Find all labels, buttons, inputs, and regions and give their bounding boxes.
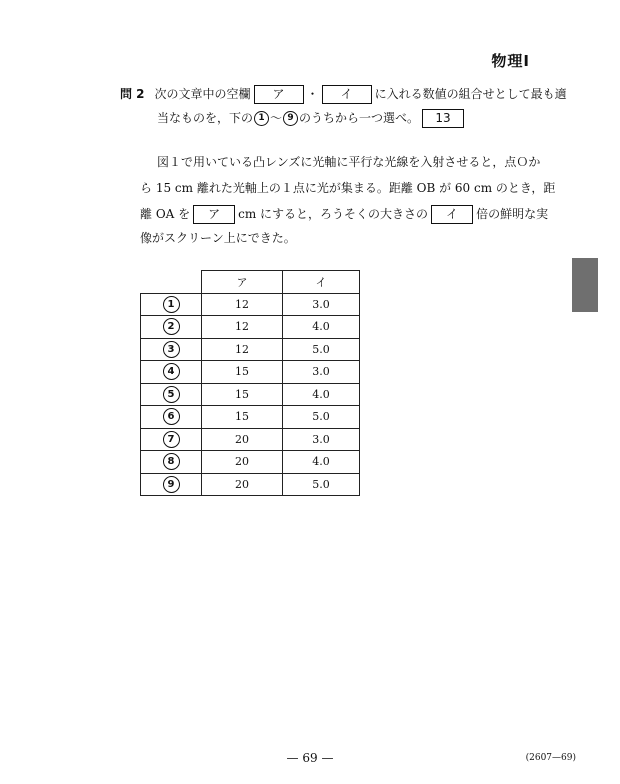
table-row bbox=[141, 361, 360, 384]
table-row bbox=[141, 451, 360, 474]
table-row bbox=[141, 383, 360, 406]
value-i-cell: 4.0 bbox=[283, 383, 360, 406]
option-number-icon: 5 bbox=[163, 386, 180, 403]
value-i-cell: 3.0 bbox=[283, 361, 360, 384]
option-number-icon: 3 bbox=[163, 341, 180, 358]
separator: ・ bbox=[306, 87, 319, 101]
question-label: 問 2 bbox=[120, 87, 145, 101]
table-row bbox=[141, 406, 360, 429]
option-cell bbox=[141, 406, 202, 429]
table-header-row bbox=[141, 271, 360, 294]
value-a-cell: 12 bbox=[202, 338, 283, 361]
passage-line-3 bbox=[140, 202, 548, 226]
blank-a-box: ア bbox=[254, 85, 304, 104]
option-cell bbox=[141, 316, 202, 339]
passage-text-3b: cm にすると，ろうそくの大きさの bbox=[238, 207, 429, 221]
value-i-cell: 5.0 bbox=[283, 406, 360, 429]
question-text-1: 次の文章中の空欄 bbox=[154, 87, 251, 101]
option-cell bbox=[141, 338, 202, 361]
question-text-3: 当なものを，下の bbox=[157, 111, 254, 125]
option-number-icon: 6 bbox=[163, 408, 180, 425]
option-cell bbox=[141, 428, 202, 451]
table-row bbox=[141, 316, 360, 339]
value-i-cell: 3.0 bbox=[283, 428, 360, 451]
question-line-2 bbox=[157, 106, 467, 130]
option-cell bbox=[141, 293, 202, 316]
table-row bbox=[141, 428, 360, 451]
option-number-icon: 1 bbox=[163, 296, 180, 313]
answer-number-box: 13 bbox=[422, 109, 464, 128]
blank-i-box: イ bbox=[322, 85, 372, 104]
option-cell bbox=[141, 361, 202, 384]
option-number-icon: 8 bbox=[163, 453, 180, 470]
value-a-cell: 15 bbox=[202, 406, 283, 429]
passage-blank-a-box: ア bbox=[193, 205, 235, 224]
value-a-cell: 15 bbox=[202, 361, 283, 384]
subject-title: 物理Ⅰ bbox=[491, 52, 530, 70]
value-a-cell: 20 bbox=[202, 451, 283, 474]
range-tilde: 〜 bbox=[270, 111, 283, 125]
answer-choices-table bbox=[140, 270, 360, 496]
option-number-icon: 2 bbox=[163, 318, 180, 335]
passage-blank-i-box: イ bbox=[431, 205, 473, 224]
value-i-cell: 3.0 bbox=[283, 293, 360, 316]
table-corner bbox=[141, 271, 202, 294]
passage-line-1: 図１で用いている凸レンズに光軸に平行な光線を入射させると，点Ｏか bbox=[157, 155, 541, 169]
table-row bbox=[141, 293, 360, 316]
value-i-cell: 4.0 bbox=[283, 316, 360, 339]
table-row bbox=[141, 338, 360, 361]
passage-text-3c: 倍の鮮明な実 bbox=[476, 207, 549, 221]
column-header-a: ア bbox=[202, 271, 283, 294]
option-range-end-icon: 9 bbox=[283, 111, 298, 126]
section-tab-marker bbox=[572, 258, 598, 312]
option-number-icon: 4 bbox=[163, 363, 180, 380]
option-number-icon: 9 bbox=[163, 476, 180, 493]
question-text-2: に入れる数値の組合せとして最も適 bbox=[374, 87, 567, 101]
table-row bbox=[141, 473, 360, 496]
value-i-cell: 4.0 bbox=[283, 451, 360, 474]
value-a-cell: 12 bbox=[202, 316, 283, 339]
passage-line-4: 像がスクリーン上にできた。 bbox=[140, 231, 296, 245]
value-a-cell: 20 bbox=[202, 473, 283, 496]
value-i-cell: 5.0 bbox=[283, 338, 360, 361]
question-text-4: のうちから一つ選べ。 bbox=[299, 111, 420, 125]
passage-line-2: ら 15 cm 離れた光軸上の１点に光が集まる。距離 OB が 60 cm のとき，距 bbox=[140, 181, 556, 195]
option-range-start-icon: 1 bbox=[254, 111, 269, 126]
option-cell bbox=[141, 451, 202, 474]
value-i-cell: 5.0 bbox=[283, 473, 360, 496]
page-number: — 69 — bbox=[286, 751, 334, 765]
column-header-i: イ bbox=[283, 271, 360, 294]
value-a-cell: 15 bbox=[202, 383, 283, 406]
page-code: (2607—69) bbox=[525, 753, 576, 763]
option-cell bbox=[141, 473, 202, 496]
value-a-cell: 20 bbox=[202, 428, 283, 451]
question-line-1 bbox=[120, 82, 567, 106]
option-cell bbox=[141, 383, 202, 406]
option-number-icon: 7 bbox=[163, 431, 180, 448]
passage-text-3a: 離 OA を bbox=[140, 207, 191, 221]
value-a-cell: 12 bbox=[202, 293, 283, 316]
